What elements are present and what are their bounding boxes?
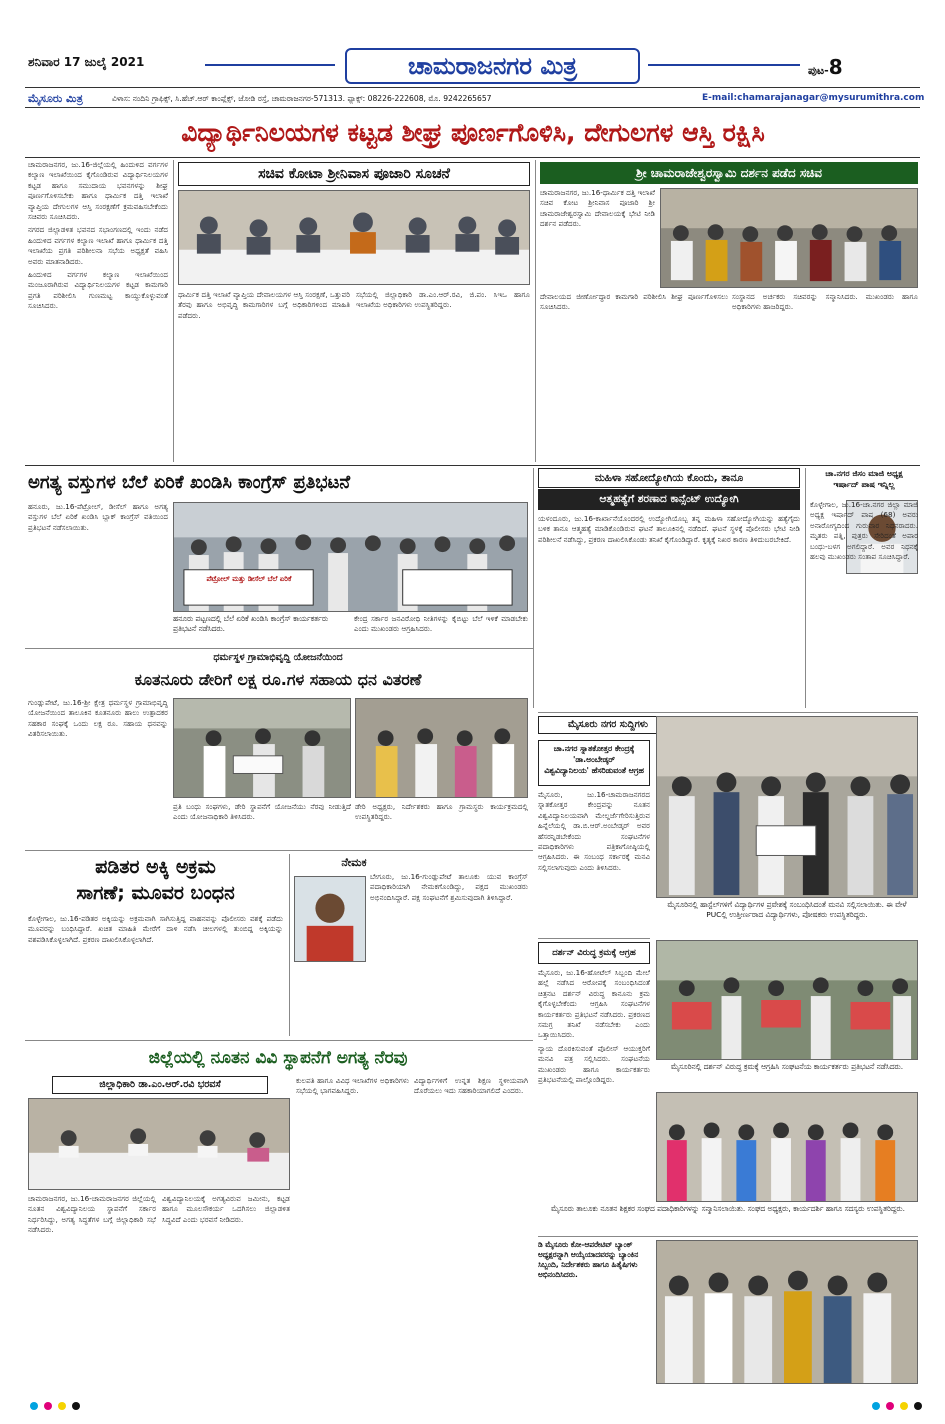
registration-mark-yellow-2 <box>900 1402 908 1410</box>
newuni-text-d <box>414 1076 528 1384</box>
mysuru-photo-3 <box>656 1092 918 1202</box>
suicide-headline-l1: ಮಹಿಳಾ ಸಹೋದ್ಯೋಗಿಯ ಕೊಂದು, ತಾನೂ <box>538 468 800 488</box>
darshan-text-b-p: ನ್ಯಾಯ ದೊರಕಿಸುವಂತೆ ಪೊಲೀಸ್ ಆಯುಕ್ತರಿಗೆ ಮನವಿ ಪತ್ರ ಸಲ್ಲಿಸಿದರು. ಸಂಘಟನೆಯ ಮುಖಂಡರು ಹಾಗೂ ಕಾರ್ಯಕರ್ತರು ಪ್ರತಿಭಟನೆಯಲ್ಲಿ ಪಾಲ್ಗೊಂಡಿದ್ದರು. <box>538 1043 650 1085</box>
ambedkar-text-p: ಮೈಸೂರು, ಜು.16-ಚಾಮರಾಜನಗರದ ಸ್ನಾತಕೋತ್ತರ ಕೇಂದ್ರವನ್ನು ನೂತನ ವಿಶ್ವವಿದ್ಯಾನಿಲಯವಾಗಿ ಮೇಲ್ದರ್ಜೆಗೇರಿಸುತ್ತಿರುವ ಹಿನ್ನೆಲೆಯಲ್ಲಿ ಡಾ.ಬಿ.ಆರ್.ಅಂಬೇಡ್ಕರ್ ಅವರ ಹೆಸರನ್ನಿಡಬೇಕೆಂದು ಸಂಘಟನೆಗಳ ಪದಾಧಿಕಾರಿಗಳು ಪತ್ರಿಕಾಗೋಷ್ಠಿಯಲ್ಲಿ ಆಗ್ರಹಿಸಿದರು. ಈ ಸಂಬಂಧ ಸರ್ಕಾರಕ್ಕೆ ಮನವಿ ಸಲ್ಲಿಸಲಾಗುವುದು ಎಂದು ತಿಳಿಸಿದರು. <box>538 790 650 872</box>
lead-subhead: ಸಚಿವ ಕೋಟಾ ಶ್ರೀನಿವಾಸ ಪೂಜಾರಿ ಸೂಚನೆ <box>178 162 530 186</box>
newuni-text-b-p: ವಿಶ್ವವಿದ್ಯಾನಿಲಯಕ್ಕೆ ಅಗತ್ಯವಿರುವ ಜಮೀನು, ಕಟ್ಟಡ ಹಾಗೂ ಮೂಲಸೌಕರ್ಯ ಒದಗಿಸಲು ಜಿಲ್ಲಾಡಳಿತ ಸಿದ್ಧವಿದೆ ಎಂದು ಭರವಸೆ ನೀಡಿದರು. <box>162 1194 290 1224</box>
temple-text-c-p: ಸಂಸ್ಥಾನದ ಅರ್ಚಕರು ಸಚಿವರನ್ನು ಸನ್ಮಾನಿಸಿದರು. ಮುಖಂಡರು ಹಾಗೂ ಅಧಿಕಾರಿಗಳು ಹಾಜರಿದ್ದರು. <box>732 292 918 312</box>
ambedkar-headline-l2: ವಿಶ್ವವಿದ್ಯಾನಿಲಯ' ಹೆಸರಿಡುವಂತೆ ಆಗ್ರಹ <box>544 766 644 775</box>
registration-mark-black <box>72 1402 80 1410</box>
dharma-photo-right <box>355 698 528 798</box>
nemaka-headline: ನೇಮಕ <box>341 856 367 869</box>
congress-text-b-p: ಕೇಂದ್ರ ಸರ್ಕಾರ ಜನವಿರೋಧಿ ನೀತಿಗಳನ್ನು ಕೈಬಿಟ್ಟು ಬೆಲೆ ಇಳಿಕೆ ಮಾಡಬೇಕು ಎಂದು ಮುಖಂಡರು ಆಗ್ರಹಿಸಿದರು. <box>354 614 528 634</box>
newuni-subhead: ಜಿಲ್ಲಾಧಿಕಾರಿ ಡಾ.ಎಂ.ಆರ್.ರವಿ ಭರವಸೆ <box>52 1076 268 1094</box>
temple-photo <box>660 188 918 288</box>
congress-text-a <box>28 502 168 642</box>
congress-caption: ಹನೂರು ಪಟ್ಟಣದಲ್ಲಿ ಬೆಲೆ ಏರಿಕೆ ಖಂಡಿಸಿ ಕಾಂಗ್ರೆಸ್ ಕಾರ್ಯಕರ್ತರು ಪ್ರತಿಭಟನೆ ನಡೆಸಿದರು. <box>173 614 329 633</box>
registration-mark-cyan <box>30 1402 38 1410</box>
masthead-rule-right <box>648 64 800 66</box>
dharma-headline: ಕೂತನೂರು ಡೇರಿಗೆ ಲಕ್ಷ ರೂ.ಗಳ ಸಹಾಯ ಧನ ವಿತರಣೆ <box>134 670 422 689</box>
dharma-text-c <box>355 802 528 844</box>
suicide-headline-box <box>538 468 800 510</box>
mysuru-photo2-caption: ಮೈಸೂರಿನಲ್ಲಿ ದರ್ಶನ್ ವಿರುದ್ಧ ಕ್ರಮಕ್ಕೆ ಆಗ್ರಹಿಸಿ ಸಂಘಟನೆಯ ಕಾರ್ಯಕರ್ತರು ಪ್ರತಿಭಟನೆ ನಡೆಸಿದರು. <box>670 1062 904 1071</box>
ambedkar-headline-l1: ಚಾ.ನಗರ ಸ್ನಾತಕೋತ್ತರ ಕೇಂದ್ರಕ್ಕೆ 'ಡಾ.ಅಂಬೇಡ್ಕರ್ <box>553 744 635 764</box>
lead-col3-text: ಹಿಂದುಳಿದ ವರ್ಗಗಳ ಕಲ್ಯಾಣ ಇಲಾಖೆಯಿಂದ ಮಂಜೂರಾಗಿರುವ ವಿದ್ಯಾರ್ಥಿನಿಲಯಗಳ ಕಟ್ಟಡ ಕಾಮಗಾರಿ ಪ್ರಗತಿ ಪರಿಶೀಲಿಸಿ ಗುಣಮಟ್ಟ ಕಾಯ್ದುಕೊಳ್ಳುವಂತೆ ಸೂಚಿಸಿದರು. <box>28 270 168 311</box>
registration-mark-cyan-2 <box>872 1402 880 1410</box>
nemaka-text-p: ಬೇಗೂರು, ಜು.16-ಗುಂಡ್ಲುಪೇಟೆ ತಾಲೂಕು ಯುವ ಕಾಂಗ್ರೆಸ್ ಪದಾಧಿಕಾರಿಯಾಗಿ ನೇಮಕಗೊಂಡಿದ್ದು, ಪಕ್ಷದ ಮುಖಂಡರು ಅಭಿನಂದಿಸಿದ್ದಾರೆ. ಪಕ್ಷ ಸಂಘಟನೆಗೆ ಶ್ರಮಿಸುವುದಾಗಿ ತಿಳಿಸಿದ್ದಾರೆ. <box>370 872 528 902</box>
newuni-photo <box>28 1098 290 1190</box>
dharma-kicker: ಧರ್ಮಸ್ಥಳ ಗ್ರಾಮಾಭಿವೃದ್ಧಿ ಯೋಜನೆಯಿಂದ <box>213 652 343 663</box>
darshan-text-p: ಮೈಸೂರು, ಜು.16-ಹೋಟೆಲ್ ಸಿಬ್ಬಂದಿ ಮೇಲೆ ಹಲ್ಲೆ ನಡೆಸಿದ ಆರೋಪಕ್ಕೆ ಸಂಬಂಧಿಸಿದಂತೆ ಚಿತ್ರನಟ ದರ್ಶನ್ ವಿರುದ್ಧ ಕಾನೂನು ಕ್ರಮ ಕೈಗೊಳ್ಳಬೇಕೆಂದು ಆಗ್ರಹಿಸಿ ಸಂಘಟನೆಗಳ ಕಾರ್ಯಕರ್ತರು ಪ್ರತಿಭಟನೆ ನಡೆಸಿದರು. ಪ್ರಕರಣದ ಸಮಗ್ರ ತನಿಖೆ ನಡೆಸಬೇಕು ಎಂದು ಒತ್ತಾಯಿಸಿದರು. <box>538 968 650 1040</box>
dharma-text-b-p: ಪ್ರತಿ ಬಂಧು ಸಂಘಗಳು, ಡೇರಿ ಸ್ಥಾಪನೆಗೆ ಯೋಜನೆಯು ನೆರವು ನೀಡುತ್ತಿದೆ ಎಂದು ಯೋಜನಾಧಿಕಾರಿ ತಿಳಿಸಿದರು. <box>173 802 351 822</box>
temple-text-a-p: ಚಾಮರಾಜನಗರ, ಜು.16-ಧಾರ್ಮಿಕ ದತ್ತಿ ಇಲಾಖೆ ಸಚಿವ ಕೋಟ ಶ್ರೀನಿವಾಸ ಪೂಜಾರಿ ಶ್ರೀ ಚಾಮರಾಜೇಶ್ವರಸ್ವಾಮಿ ದೇವಾಲಯಕ್ಕೆ ಭೇಟಿ ನೀಡಿ ದರ್ಶನ ಪಡೆದರು. <box>540 188 655 229</box>
dharma-text-a <box>28 698 168 818</box>
lead-headline: ವಿದ್ಯಾರ್ಥಿನಿಲಯಗಳ ಕಟ್ಟಡ ಶೀಘ್ರ ಪೂರ್ಣಗೊಳಿಸಿ, ದೇಗುಲಗಳ ಆಸ್ತಿ ರಕ್ಷಿಸಿ <box>181 118 765 147</box>
mysuru-photo-2 <box>656 940 918 1060</box>
newuni-headline: ಜಿಲ್ಲೆಯಲ್ಲಿ ನೂತನ ವಿವಿ ಸ್ಥಾಪನೆಗೆ ಅಗತ್ಯ ನೆರವು <box>148 1048 408 1068</box>
masthead-rule-left <box>205 64 335 66</box>
nemaka-text <box>370 872 528 1036</box>
newuni-text-a-p: ಚಾಮರಾಜನಗರ, ಜು.16-ಚಾಮರಾಜನಗರ ಜಿಲ್ಲೆಯಲ್ಲಿ ನೂತನ ವಿಶ್ವವಿದ್ಯಾನಿಲಯ ಸ್ಥಾಪನೆಗೆ ಸರ್ಕಾರ ನಿರ್ಧರಿಸಿದ್ದು, ಅಗತ್ಯ ಸಿದ್ಧತೆಗಳ ಬಗ್ಗೆ ಜಿಲ್ಲಾಧಿಕಾರಿ ಸಭೆ ನಡೆಸಿದರು. <box>28 1194 156 1235</box>
appoint-headline <box>810 468 918 498</box>
rice-headline-l1: ಪಡಿತರ ಅಕ್ಕಿ ಅಕ್ರಮ <box>95 856 216 878</box>
congress-photo <box>173 502 528 612</box>
suicide-headline-l2: ಆತ್ಮಹತ್ಯೆಗೆ ಶರಣಾದ ಕಾನ್ಸೆಂಟ್ ಉದ್ಯೋಗಿ <box>538 489 800 510</box>
page-number: 8 <box>828 55 843 79</box>
temple-text-c <box>732 292 918 462</box>
newuni-text-c <box>296 1076 409 1384</box>
lead-col4-text: ಧಾರ್ಮಿಕ ದತ್ತಿ ಇಲಾಖೆ ವ್ಯಾಪ್ತಿಯ ದೇವಾಲಯಗಳ ಆಸ್ತಿ ಸಂರಕ್ಷಣೆ, ಒತ್ತುವರಿ ತೆರವು ಹಾಗೂ ಅಭಿವೃದ್ಧಿ ಕಾಮಗಾರಿಗಳ ಬಗ್ಗೆ ಅಧಿಕಾರಿಗಳಿಂದ ಮಾಹಿತಿ ಪಡೆದರು. <box>178 290 350 320</box>
lead-col2-text: ನಗರದ ಜಿಲ್ಲಾಡಳಿತ ಭವನದ ಸಭಾಂಗಣದಲ್ಲಿ ಇಂದು ನಡೆದ ಹಿಂದುಳಿದ ವರ್ಗಗಳ ಕಲ್ಯಾಣ ಇಲಾಖೆ ಹಾಗೂ ಧಾರ್ಮಿಕ ದತ್ತಿ ಇಲಾಖೆಯ ಪ್ರಗತಿ ಪರಿಶೀಲನಾ ಸಭೆಯ ಅಧ್ಯಕ್ಷತೆ ವಹಿಸಿ ಅವರು ಮಾತನಾಡಿದರು. <box>28 225 168 266</box>
newuni-text-d-p: ವಿದ್ಯಾರ್ಥಿಗಳಿಗೆ ಉನ್ನತ ಶಿಕ್ಷಣ ಸ್ಥಳೀಯವಾಗಿ ದೊರೆಯಲು ಇದು ಸಹಕಾರಿಯಾಗಲಿದೆ ಎಂದರು. <box>414 1076 528 1096</box>
dharma-photo-left <box>173 698 351 798</box>
mysuru-photo1-caption: ಮೈಸೂರಿನಲ್ಲಿ ಹಾಸ್ಟೆಲ್‌ಗಳಿಗೆ ವಿದ್ಯಾರ್ಥಿಗಳ ಪ್ರವೇಶಕ್ಕೆ ಸಂಬಂಧಿಸಿದಂತೆ ಮನವಿ ಸಲ್ಲಿಸಲಾಯಿತು. ಈ ವೇಳೆ PUCಲ್ಲಿ ಉತ್ತೀರ್ಣರಾದ ವಿದ್ಯಾರ್ಥಿಗಳು, ಪೋಷಕರು ಉಪಸ್ಥಿತರಿದ್ದರು. <box>667 900 907 919</box>
mysuru-photo3-caption: ಮೈಸೂರು ತಾಲೂಕು ನೂತನ ಶಿಕ್ಷಕರ ಸಂಘದ ಪದಾಧಿಕಾರಿಗಳನ್ನು ಸನ್ಮಾನಿಸಲಾಯಿತು. ಸಂಘದ ಅಧ್ಯಕ್ಷರು, ಕಾರ್ಯದರ್ಶಿ ಹಾಗೂ ಸದಸ್ಯರು ಉಪಸ್ಥಿತರಿದ್ದರು. <box>550 1204 905 1213</box>
email-line: E-mail:chamarajanagar@mysurumithra.com <box>702 93 925 103</box>
temple-headline: ಶ್ರೀ ಚಾಮರಾಜೇಶ್ವರಸ್ವಾಮಿ ದರ್ಶನ ಪಡೆದ ಸಚಿವ <box>540 162 918 184</box>
dharma-text-c-p: ಡೇರಿ ಅಧ್ಯಕ್ಷರು, ನಿರ್ದೇಶಕರು ಹಾಗೂ ಗ್ರಾಮಸ್ಥರು ಕಾರ್ಯಕ್ರಮದಲ್ಲಿ ಉಪಸ್ಥಿತರಿದ್ದರು. <box>355 802 528 822</box>
nemaka-photo <box>294 876 366 962</box>
temple-text-b-p: ದೇವಾಲಯದ ಜೀರ್ಣೋದ್ಧಾರ ಕಾಮಗಾರಿ ಪರಿಶೀಲಿಸಿ ಶೀಘ್ರ ಪೂರ್ಣಗೊಳಿಸಲು ಸೂಚಿಸಿದರು. <box>540 292 728 312</box>
brand-name: ಮೈಸೂರು ಮಿತ್ರ <box>28 92 83 105</box>
lead-photo <box>178 190 530 285</box>
mysuru-tag: ಮೈಸೂರು ನಗರ ಸುದ್ದಿಗಳು <box>538 716 678 734</box>
dharma-text-b <box>173 802 351 844</box>
ambedkar-headline-visible <box>538 740 650 786</box>
appoint-text-p: ಕೊಳ್ಳೇಗಾಲ, ಜು.16-ಚಾ.ನಗರ ಜಿಲ್ಲಾ ಮಾಜಿ ಅಧ್ಯಕ್ಷ ಇರ್ಷಾದ್ ಪಾಷ (68) ಅವರು ಅನಾರೋಗ್ಯದಿಂದ ಗುರುವಾರ ನಿಧನರಾದರು. ಮೃತರು ಪತ್ನಿ, ಪುತ್ರರು ಸೇರಿದಂತೆ ಅಪಾರ ಬಂಧು-ಬಳಗ ಅಗಲಿದ್ದಾರೆ. ಅವರ ನಿಧನಕ್ಕೆ ಹಲವು ಮುಖಂಡರು ಸಂತಾಪ ಸೂಚಿಸಿದ್ದಾರೆ. <box>810 500 918 562</box>
appoint-headline-l2: ಇರ್ಷಾದ್ ಪಾಷ ಇನ್ನಿಲ್ಲ <box>833 480 895 489</box>
congress-headline: ಅಗತ್ಯ ವಸ್ತುಗಳ ಬೆಲೆ ಏರಿಕೆ ಖಂಡಿಸಿ ಕಾಂಗ್ರೆಸ್ ಪ್ರತಿಭಟನೆ <box>28 472 351 493</box>
registration-mark-black-2 <box>914 1402 922 1410</box>
rice-text <box>28 914 283 1034</box>
suicide-text-p: ಯಳಂದೂರು, ಜು.16-ಕಾರ್ಖಾನೆಯೊಂದರಲ್ಲಿ ಉದ್ಯೋಗಿಯೊಬ್ಬ ತನ್ನ ಮಹಿಳಾ ಸಹೋದ್ಯೋಗಿಯನ್ನು ಹತ್ಯೆಗೈದು ಬಳಿಕ ತಾನೂ ಆತ್ಮಹತ್ಯೆ ಮಾಡಿಕೊಂಡಿರುವ ಘಟನೆ ತಾಲೂಕಿನಲ್ಲಿ ನಡೆದಿದೆ. ಘಟನೆ ಸ್ಥಳಕ್ಕೆ ಪೊಲೀಸರು ಭೇಟಿ ನೀಡಿ ಪರಿಶೀಲನೆ ನಡೆಸಿದ್ದು, ಪ್ರಕರಣ ದಾಖಲಿಸಿಕೊಂಡು ತನಿಖೆ ಕೈಗೊಂಡಿದ್ದಾರೆ. ಕೃತ್ಯಕ್ಕೆ ನಿಖರ ಕಾರಣ ತಿಳಿದುಬರಬೇಕಿದೆ. <box>538 514 800 544</box>
address-line: ವಿಳಾಸ: ನಂದಿನಿ ಗ್ರಾಫಿಕ್ಸ್, ಸಿ.ಹೆಚ್.ಆರ್ ಕಾಂಪ್ಲೆಕ್ಸ್, ಜೋಡಿ ರಸ್ತೆ, ಚಾಮರಾಜನಗರ-571313. ಫ್ಯಾಕ್ಸ್: 08226-222608, ಮೊ. 9242265657 <box>112 94 492 103</box>
suicide-text <box>538 514 800 708</box>
page-label: ಪುಟ- <box>808 64 829 77</box>
mysuru-bottom-caption: ಡಿ ಮೈಸೂರು ಕೋ-ಆಪರೇಟಿವ್ ಬ್ಯಾಂಕ್ ಅಧ್ಯಕ್ಷರನ್ನಾಗಿ ಆಯ್ಕೆಯಾದವರನ್ನು ಬ್ಯಾಂಕಿನ ಸಿಬ್ಬಂದಿ, ನಿರ್ದೇಶಕರು ಹಾಗೂ ಹಿತೈಷಿಗಳು ಅಭಿನಂದಿಸಿದರು. <box>538 1240 639 1279</box>
newuni-text-a <box>28 1194 156 1384</box>
newuni-text-b <box>162 1194 290 1384</box>
appoint-text <box>810 500 918 708</box>
header-date: ಶನಿವಾರ 17 ಜುಲೈ 2021 <box>28 55 145 69</box>
lead-col5-text: ಸಭೆಯಲ್ಲಿ ಜಿಲ್ಲಾಧಿಕಾರಿ ಡಾ.ಎಂ.ಆರ್.ರವಿ, ಜಿ.ಪಂ. ಸಿಇಒ ಹಾಗೂ ಇಲಾಖೆಯ ಅಧಿಕಾರಿಗಳು ಉಪಸ್ಥಿತರಿದ್ದರು. <box>356 290 530 310</box>
rice-text-p: ಕೊಳ್ಳೇಗಾಲ, ಜು.16-ಪಡಿತರ ಅಕ್ಕಿಯನ್ನು ಅಕ್ರಮವಾಗಿ ಸಾಗಿಸುತ್ತಿದ್ದ ವಾಹನವನ್ನು ಪೊಲೀಸರು ವಶಕ್ಕೆ ಪಡೆದು ಮೂವರನ್ನು ಬಂಧಿಸಿದ್ದಾರೆ. ಖಚಿತ ಮಾಹಿತಿ ಮೇರೆಗೆ ದಾಳಿ ನಡೆಸಿ ಚೀಲಗಳಲ್ಲಿ ತುಂಬಿದ್ದ ಅಕ್ಕಿಯನ್ನು ವಶಪಡಿಸಿಕೊಳ್ಳಲಾಗಿದೆ. ಪ್ರಕರಣ ದಾಖಲಿಸಿಕೊಳ್ಳಲಾಗಿದೆ. <box>28 914 283 944</box>
dharma-text-a-p: ಗುಂಡ್ಲುಪೇಟೆ, ಜು.16-ಶ್ರೀ ಕ್ಷೇತ್ರ ಧರ್ಮಸ್ಥಳ ಗ್ರಾಮಾಭಿವೃದ್ಧಿ ಯೋಜನೆಯಿಂದ ತಾಲೂಕಿನ ಕೂತನೂರು ಹಾಲು ಉತ್ಪಾದಕರ ಸಹಕಾರ ಸಂಘಕ್ಕೆ ಒಂದು ಲಕ್ಷ ರೂ. ಸಹಾಯ ಧನವನ್ನು ವಿತರಿಸಲಾಯಿತು. <box>28 698 168 739</box>
lead-col5 <box>356 290 530 462</box>
page-number-box <box>808 55 918 77</box>
lead-col1 <box>28 160 168 462</box>
newuni-text-c-p: ಕುಲಪತಿ ಹಾಗೂ ವಿವಿಧ ಇಲಾಖೆಗಳ ಅಧಿಕಾರಿಗಳು ಸಭೆಯಲ್ಲಿ ಭಾಗವಹಿಸಿದ್ದರು. <box>296 1076 409 1096</box>
lead-col4 <box>178 290 350 462</box>
appoint-headline-l1: ಚಾ.ನಗರ ಜಿಸಂ ಮಾಜಿ ಅಧ್ಯಕ್ಷ <box>825 469 903 478</box>
lead-col1-text: ಚಾಮರಾಜನಗರ, ಜು.16-ಜಿಲ್ಲೆಯಲ್ಲಿ ಹಿಂದುಳಿದ ವರ್ಗಗಳ ಕಲ್ಯಾಣ ಇಲಾಖೆಯಿಂದ ಕೈಗೊಂಡಿರುವ ವಿದ್ಯಾರ್ಥಿನಿಲಯಗಳ ಕಟ್ಟಡ ಹಾಗೂ ಸಮುದಾಯ ಭವನಗಳನ್ನು ಶೀಘ್ರ ಪೂರ್ಣಗೊಳಿಸಬೇಕು ಹಾಗೂ ಧಾರ್ಮಿಕ ದತ್ತಿ ಇಲಾಖೆ ವ್ಯಾಪ್ತಿಯ ದೇಗುಲಗಳ ಆಸ್ತಿ ಸಂರಕ್ಷಣೆಗೆ ಕ್ರಮವಹಿಸಬೇಕೆಂದು ಸಚಿವರು ಸೂಚಿಸಿದರು. <box>28 160 168 222</box>
ambedkar-text <box>538 790 650 918</box>
congress-banner-text: ಪೆಟ್ರೋಲ್ ಮತ್ತು ಡೀಸೆಲ್ ಬೆಲೆ ಏರಿಕೆ <box>206 575 292 583</box>
registration-mark-magenta <box>44 1402 52 1410</box>
registration-mark-magenta-2 <box>886 1402 894 1410</box>
temple-text-a <box>540 188 655 288</box>
mysuru-photo-4 <box>656 1240 918 1384</box>
rice-headline-l2: ಸಾಗಣೆ; ಮೂವರ ಬಂಧನ <box>76 882 235 904</box>
temple-text-b <box>540 292 728 462</box>
darshan-text <box>538 968 650 1200</box>
congress-text-b <box>354 614 528 644</box>
registration-mark-yellow <box>58 1402 66 1410</box>
congress-text-a-p: ಹನೂರು, ಜು.16-ಪೆಟ್ರೋಲ್, ಡೀಸೆಲ್ ಹಾಗೂ ಅಗತ್ಯ ವಸ್ತುಗಳ ಬೆಲೆ ಏರಿಕೆ ಖಂಡಿಸಿ ಬ್ಲಾಕ್ ಕಾಂಗ್ರೆಸ್ ವತಿಯಿಂದ ಪ್ರತಿಭಟನೆ ನಡೆಸಲಾಯಿತು. <box>28 502 168 532</box>
rice-headline <box>28 854 283 910</box>
masthead: ಚಾಮರಾಜನಗರ ಮಿತ್ರ <box>345 48 640 84</box>
darshan-headline-visible: ದರ್ಶನ್ ವಿರುದ್ಧ ಕ್ರಮಕ್ಕೆ ಆಗ್ರಹ <box>538 942 650 964</box>
mysuru-photo-1 <box>656 716 918 898</box>
